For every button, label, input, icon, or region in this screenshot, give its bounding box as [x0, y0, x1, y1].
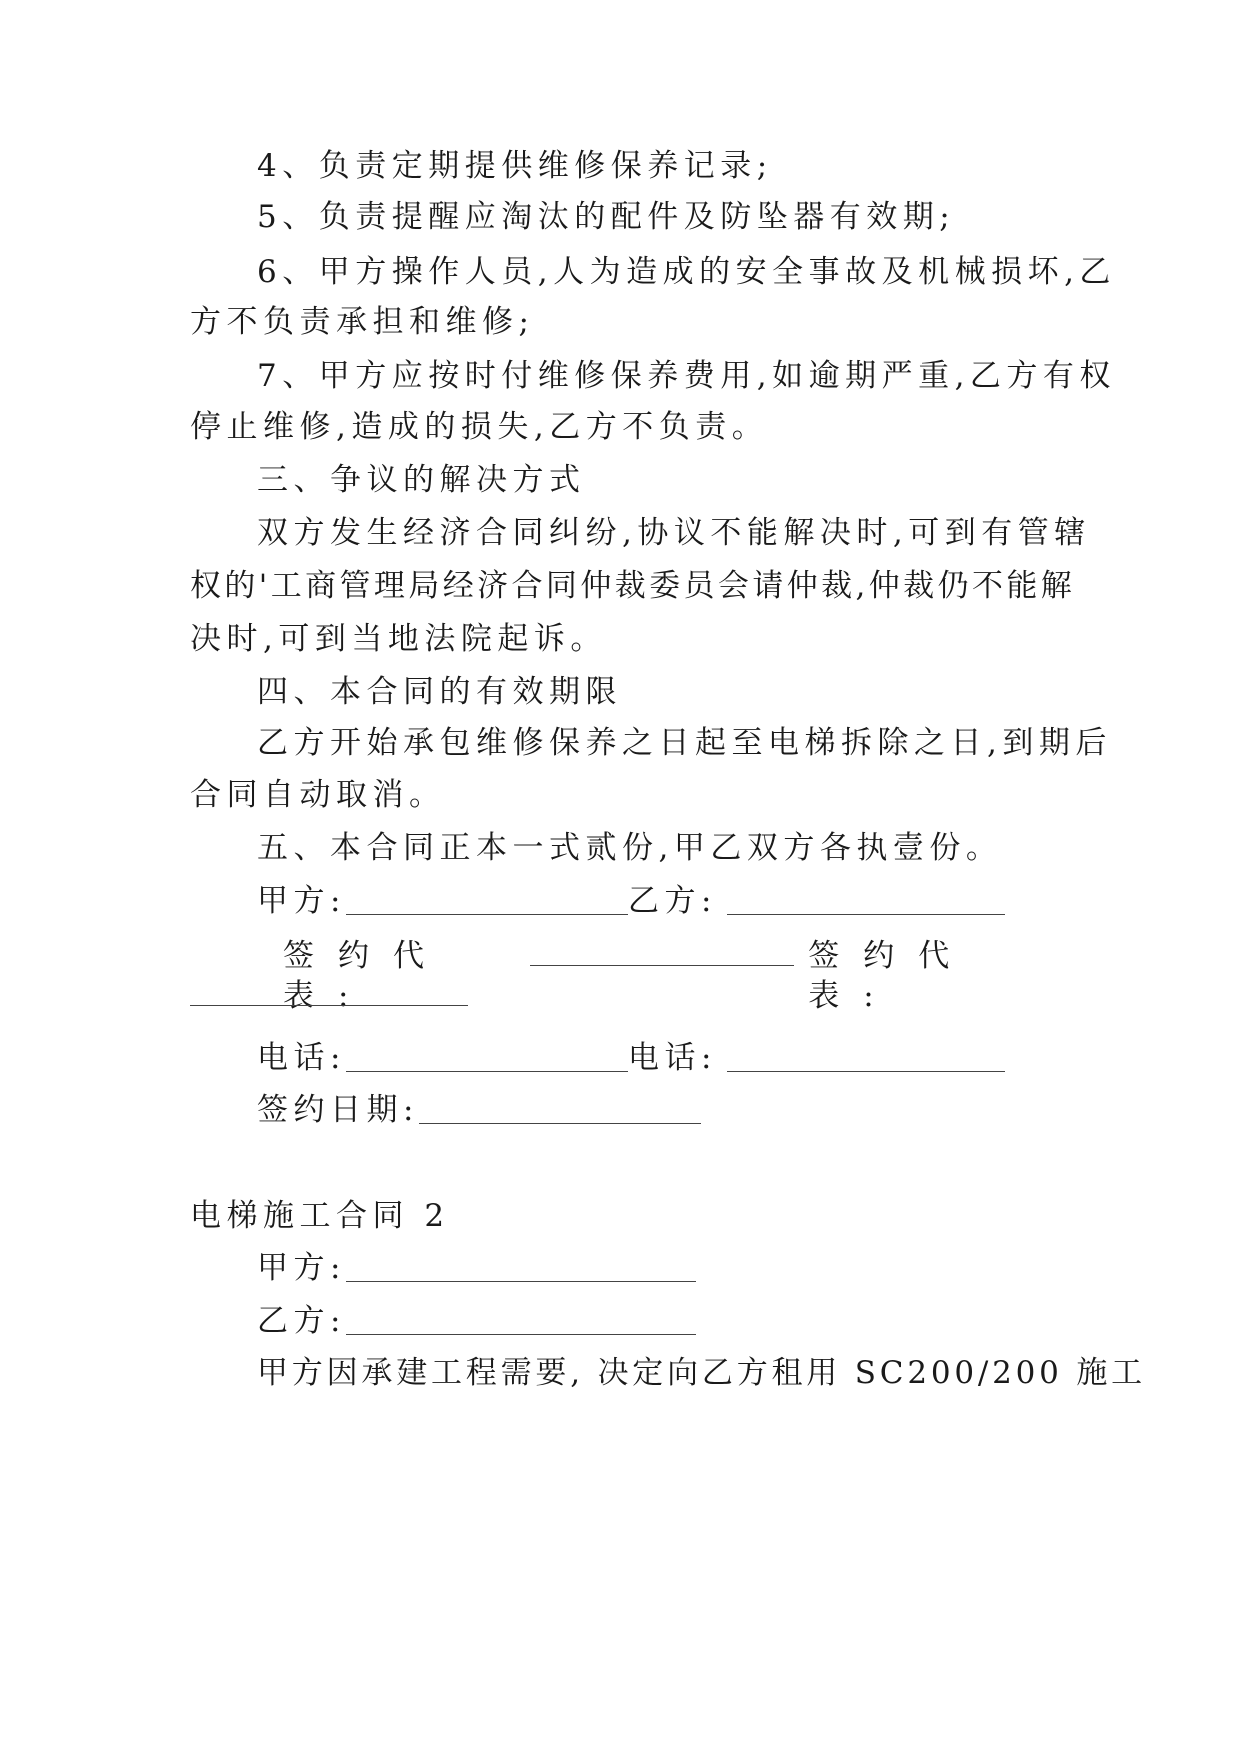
- representative-b-blank-wrap: [190, 1005, 468, 1006]
- section-4-line-2: 合同自动取消。: [190, 777, 446, 813]
- representative-b-label: 签约代表:: [808, 938, 974, 1014]
- contract-2-party-a-label: 甲方:: [257, 1250, 346, 1286]
- section-4-line-1: 乙方开始承包维修保养之日起至电梯拆除之日,到期后: [257, 725, 1112, 761]
- section-3-line-1: 双方发生经济合同纠纷,协议不能解决时,可到有管辖: [257, 515, 1091, 551]
- sign-date-label: 签约日期:: [257, 1092, 419, 1128]
- contract-2-party-b-blank: [346, 1334, 696, 1335]
- phone-b-label: 电话:: [627, 1040, 717, 1076]
- contract-2-party-a-blank: [346, 1281, 696, 1282]
- representative-b-blank: [190, 1005, 468, 1006]
- party-a-blank: [346, 914, 628, 915]
- contract-2-party-b-label: 乙方:: [257, 1303, 346, 1339]
- party-b-label: 乙方:: [627, 883, 717, 919]
- sign-date-blank: [419, 1123, 701, 1124]
- contract-2-party-b-row: [257, 1301, 696, 1341]
- phone-b-blank: [727, 1071, 1005, 1072]
- party-signature-row: [257, 881, 1005, 921]
- party-b-blank: [727, 914, 1005, 915]
- clause-6-line-2: 方不负责承担和维修;: [190, 304, 535, 340]
- clause-5: 5、负责提醒应淘汰的配件及防坠器有效期;: [257, 199, 956, 235]
- phone-row: [257, 1038, 1005, 1078]
- contract-2-intro: 甲方因承建工程需要, 决定向乙方租用 SC200/200 施工: [257, 1355, 1146, 1391]
- clause-4: 4、负责定期提供维修保养记录;: [257, 148, 773, 184]
- clause-6-line-1: 6、甲方操作人员,人为造成的安全事故及机械损坏,乙: [257, 254, 1116, 290]
- section-3-line-3: 决时,可到当地法院起诉。: [190, 621, 607, 657]
- section-4-heading: 四、本合同的有效期限: [257, 674, 622, 710]
- contract-2-party-a-row: [257, 1248, 696, 1288]
- clause-7-line-1: 7、甲方应按时付维修保养费用,如逾期严重,乙方有权: [257, 358, 1116, 394]
- phone-a-blank: [346, 1071, 628, 1072]
- party-a-label: 甲方:: [257, 883, 346, 919]
- representative-row: [190, 936, 1047, 1016]
- section-3-heading: 三、争议的解决方式: [257, 462, 586, 498]
- contract-2-title: 电梯施工合同 2: [190, 1198, 450, 1234]
- representative-a-blank: [530, 965, 795, 966]
- section-3-line-2: 权的'工商管理局经济合同仲裁委员会请仲裁,仲裁仍不能解: [190, 568, 1076, 604]
- phone-a-label: 电话:: [257, 1040, 346, 1076]
- clause-7-line-2: 停止维修,造成的损失,乙方不负责。: [190, 409, 769, 445]
- sign-date-row: [257, 1090, 701, 1130]
- section-5: 五、本合同正本一式贰份,甲乙双方各执壹份。: [257, 830, 1003, 866]
- representative-a-label: 签约代表:: [283, 938, 448, 1014]
